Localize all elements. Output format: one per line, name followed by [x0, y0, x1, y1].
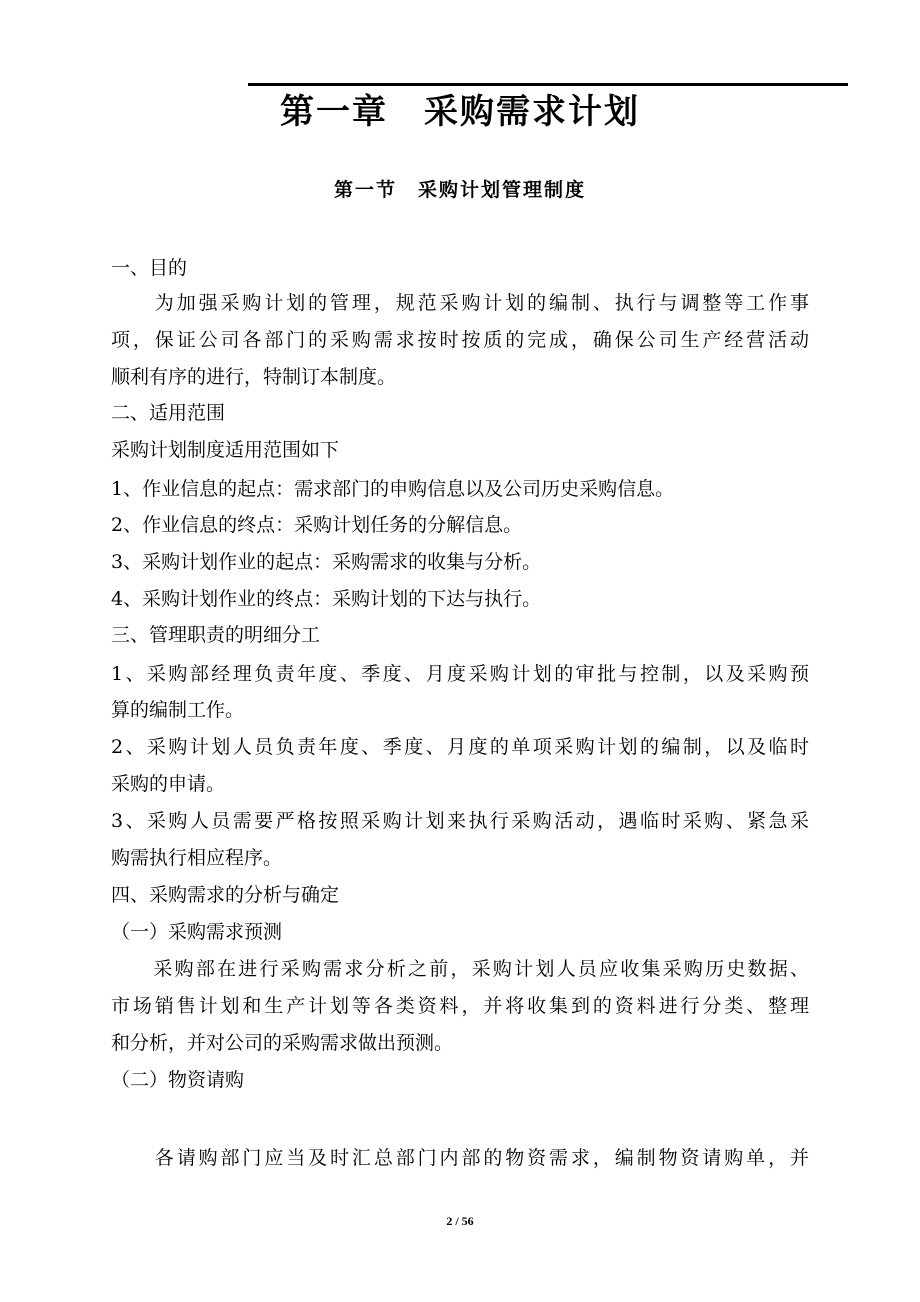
list-item: 3、采购人员需要严格按照采购计划来执行采购活动，遇临时采购、紧急采 — [111, 810, 809, 832]
list-item: 3、采购计划作业的起点：采购需求的收集与分析。 — [111, 551, 542, 573]
body-line: 顺利有序的进行，特制订本制度。 — [111, 366, 397, 388]
body-line: 为加强采购计划的管理，规范采购计划的编制、执行与调整等工作事 — [111, 292, 809, 314]
page-number: 2 / 56 — [446, 1214, 474, 1228]
body-line: 算的编制工作。 — [111, 699, 245, 721]
heading-responsibilities: 三、管理职责的明细分工 — [111, 624, 321, 646]
section-title: 第一节 采购计划管理制度 — [333, 179, 586, 201]
body-line: 和分析，并对公司的采购需求做出预测。 — [111, 1032, 454, 1054]
subheading-forecast: （一）采购需求预测 — [111, 921, 283, 943]
list-item: 2、作业信息的终点：采购计划任务的分解信息。 — [111, 514, 523, 536]
body-line: 各请购部门应当及时汇总部门内部的物资需求，编制物资请购单，并 — [111, 1147, 809, 1169]
body-line: 购需执行相应程序。 — [111, 847, 283, 869]
list-item: 2、采购计划人员负责年度、季度、月度的单项采购计划的编制，以及临时 — [111, 736, 809, 758]
list-item: 4、采购计划作业的终点：采购计划的下达与执行。 — [111, 588, 542, 610]
body-line: 采购部在进行采购需求分析之前，采购计划人员应收集采购历史数据、 — [111, 958, 809, 980]
heading-purpose: 一、目的 — [111, 257, 188, 279]
chapter-title: 第一章 采购需求计划 — [280, 92, 640, 132]
body-line: 采购的申请。 — [111, 773, 226, 795]
list-item: 1、作业信息的起点：需求部门的申购信息以及公司历史采购信息。 — [111, 478, 675, 500]
heading-demand-analysis: 四、采购需求的分析与确定 — [111, 884, 340, 906]
heading-scope: 二、适用范围 — [111, 402, 226, 424]
subheading-requisition: （二）物资请购 — [111, 1069, 245, 1091]
list-item: 1、采购部经理负责年度、季度、月度采购计划的审批与控制，以及采购预 — [111, 663, 809, 685]
body-line: 采购计划制度适用范围如下 — [111, 439, 340, 461]
body-line: 市场销售计划和生产计划等各类资料，并将收集到的资料进行分类、整理 — [111, 995, 809, 1017]
body-line: 项，保证公司各部门的采购需求按时按质的完成，确保公司生产经营活动 — [111, 329, 809, 351]
